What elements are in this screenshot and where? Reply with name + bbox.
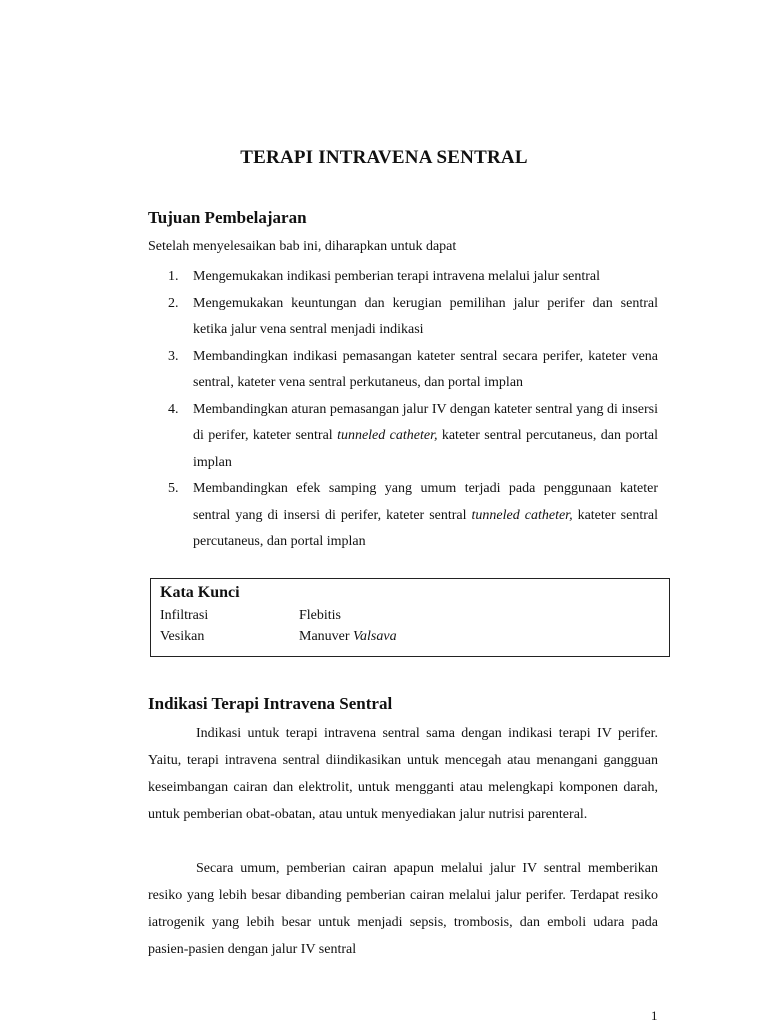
- list-item-number: 3.: [168, 348, 179, 364]
- page-number: 1: [651, 1008, 658, 1023]
- keywords-heading: Kata Kunci: [160, 584, 240, 601]
- list-item-italic-term: tunneled catheter,: [337, 428, 438, 443]
- paragraph: [148, 720, 658, 828]
- objectives-intro: Setelah menyelesaikan bab ini, diharapkan untuk dapat: [148, 239, 457, 254]
- keyword-term: Vesikan: [160, 629, 205, 644]
- list-item-text-continued: kateter sentral percutaneus, dan portal implan: [193, 428, 658, 470]
- keyword-term-italic: Valsava: [353, 629, 397, 644]
- list-item: [168, 264, 658, 291]
- keyword-term: Flebitis: [299, 608, 342, 623]
- list-item-number: 2.: [168, 295, 179, 311]
- list-item-text: Membandingkan indikasi pemasangan kateter sentral secara perifer, kateter vena sentral, kateter vena sentral perkutaneus, dan portal implan: [193, 348, 658, 390]
- list-item-italic-term: tunneled catheter,: [471, 507, 573, 523]
- list-item-number: 4.: [168, 401, 179, 417]
- paragraph: [148, 855, 658, 963]
- keyword-term: Manuver: [299, 629, 350, 644]
- paragraph-text: Indikasi untuk terapi intravena sentral sama dengan indikasi terapi IV perifer. Yaitu, terapi intravena sentral diindikasikan untuk mencegah atau menangani gangguan keseimbangan cairan dan elektrolit, untuk mengganti atau melengkapi komponen darah, untuk pemberian obat-obatan, atau untuk menyediakan jalur nutrisi parenteral.: [148, 726, 658, 822]
- list-item: [168, 397, 658, 477]
- list-item-number: 1.: [168, 269, 179, 284]
- list-item: [168, 344, 658, 397]
- list-item-text-continued: kateter sentral percutaneus, dan portal implan: [193, 507, 658, 549]
- document-title: TERAPI INTRAVENA SENTRAL: [240, 147, 528, 168]
- objectives-list: [168, 264, 658, 556]
- paragraph-text: Secara umum, pemberian cairan apapun melalui jalur IV sentral memberikan resiko yang lebih besar dibanding pemberian cairan melalui jalur perifer. Terdapat resiko iatrogenik yang lebih besar untuk menjadi sepsis, trombosis, dan emboli udara pada pasien-pasien dengan jalur IV sentral: [148, 861, 658, 957]
- keywords-box: [150, 578, 670, 657]
- list-item-text: Membandingkan efek samping yang umum terjadi pada penggunaan kateter sentral yang di insersi di perifer, kateter sentral: [193, 481, 658, 523]
- section-heading: Indikasi Terapi Intravena Sentral: [148, 694, 393, 713]
- list-item: [168, 291, 658, 344]
- keyword-term-maneuver: [299, 629, 397, 645]
- keyword-term: Infiltrasi: [160, 608, 209, 623]
- objectives-heading: Tujuan Pembelajaran: [148, 208, 307, 227]
- list-item-text: Mengemukakan indikasi pemberian terapi intravena melalui jalur sentral: [193, 269, 601, 284]
- list-item-text: Mengemukakan keuntungan dan kerugian pemilihan jalur perifer dan sentral ketika jalur vena sentral menjadi indikasi: [193, 295, 658, 337]
- list-item: [168, 476, 658, 556]
- list-item-number: 5.: [168, 481, 179, 496]
- list-item-text: Membandingkan aturan pemasangan jalur IV dengan kateter sentral yang di insersi di perifer, kateter sentral: [193, 401, 658, 443]
